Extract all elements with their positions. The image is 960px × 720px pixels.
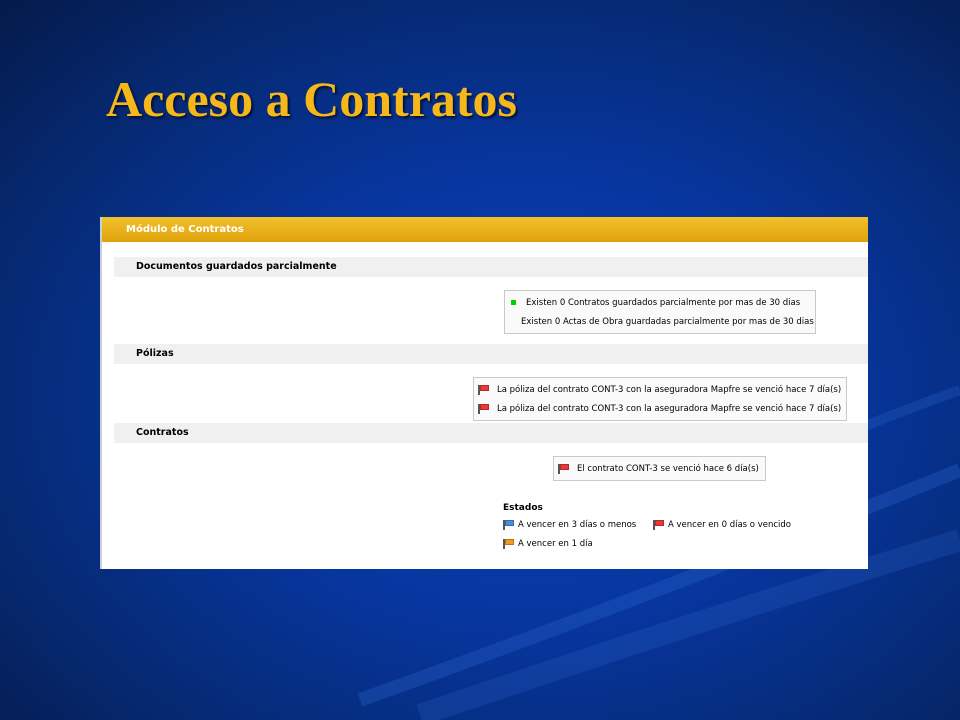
red-flag-icon — [653, 520, 664, 530]
contratos-messages — [553, 456, 766, 481]
section-header-documentos: Documentos guardados parcialmente — [114, 257, 868, 277]
red-flag-icon — [558, 464, 569, 474]
legend-item: A vencer en 1 día — [503, 539, 653, 549]
legend-title: Estados — [503, 503, 543, 513]
list-item: La póliza del contrato CONT-3 con la aseguradora Mapfre se venció hace 7 día(s) — [478, 399, 842, 418]
blue-flag-icon — [503, 520, 514, 530]
contracts-module-panel — [100, 217, 868, 569]
list-item: Existen 0 Contratos guardados parcialmente por mas de 30 dias — [509, 293, 811, 312]
red-flag-icon — [478, 385, 489, 395]
list-item: Existen 0 Actas de Obra guardadas parcialmente por mas de 30 dias — [521, 316, 814, 327]
documentos-messages — [504, 290, 816, 334]
list-item: La póliza del contrato CONT-3 con la aseguradora Mapfre se venció hace 7 día(s) — [478, 380, 842, 399]
slide-title: Acceso a Contratos — [106, 71, 518, 127]
section-header-polizas: Pólizas — [114, 344, 868, 364]
legend-item: A vencer en 0 días o vencido — [653, 520, 803, 530]
legend-item: A vencer en 3 días o menos — [503, 520, 653, 530]
section-header-contratos: Contratos — [114, 423, 868, 443]
status-legend — [503, 503, 803, 553]
polizas-messages — [473, 377, 847, 421]
module-header: Módulo de Contratos — [102, 217, 868, 242]
orange-flag-icon — [503, 539, 514, 549]
red-flag-icon — [478, 404, 489, 414]
list-item: El contrato CONT-3 se venció hace 6 día(s) — [558, 459, 761, 478]
green-status-icon — [511, 300, 516, 305]
